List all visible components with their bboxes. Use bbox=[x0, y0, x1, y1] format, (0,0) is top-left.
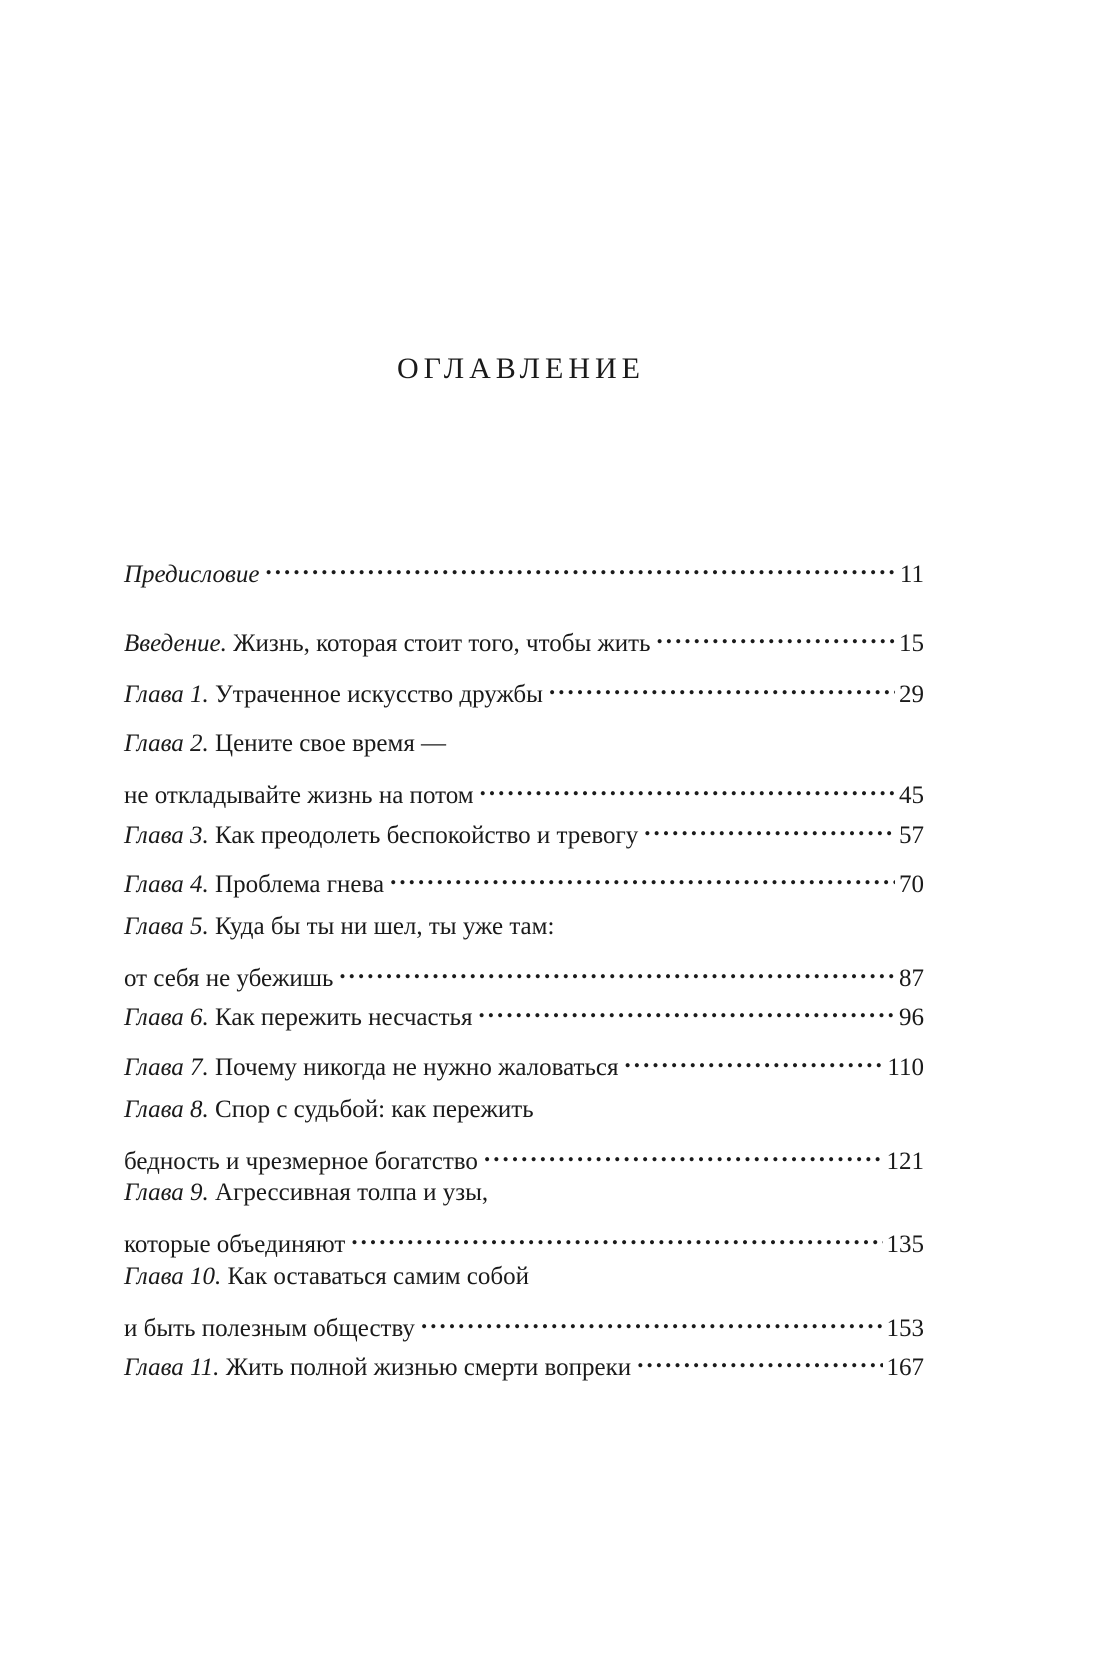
entry-prefix: Глава 10. bbox=[124, 1263, 222, 1290]
entry-prefix: Введение. bbox=[124, 630, 227, 657]
entry-text: Как пережить несчастья bbox=[208, 1004, 473, 1031]
entry-page-number: 167 bbox=[886, 1354, 924, 1381]
toc-entry-chapter-5[interactable] bbox=[124, 912, 924, 992]
dot-leader bbox=[421, 1306, 883, 1336]
toc-entry-preface[interactable] bbox=[124, 552, 924, 588]
toc-entry-chapter-8[interactable] bbox=[124, 1095, 924, 1175]
entry-label bbox=[124, 1353, 631, 1383]
entry-label bbox=[124, 1095, 534, 1125]
dot-leader bbox=[624, 1045, 883, 1075]
entry-text: Почему никогда не нужно жаловаться bbox=[208, 1054, 619, 1081]
entry-page-number: 153 bbox=[886, 1315, 924, 1342]
toc-entry-introduction[interactable] bbox=[124, 621, 924, 657]
entry-prefix: Глава 2. bbox=[124, 730, 209, 757]
entry-text: Куда бы ты ни шел, ты уже там: bbox=[208, 913, 555, 940]
entry-text: Жизнь, которая стоит того, чтобы жить bbox=[226, 630, 651, 657]
toc-entry-chapter-1[interactable] bbox=[124, 672, 924, 708]
entry-page-number: 15 bbox=[899, 630, 924, 657]
entry-continuation: и быть полезным обществу bbox=[124, 1315, 415, 1342]
entry-text: Спор с судьбой: как пережить bbox=[208, 1096, 534, 1123]
entry-prefix: Глава 5. bbox=[124, 913, 209, 940]
entry-text: Цените свое время — bbox=[208, 730, 447, 757]
entry-label bbox=[124, 1003, 472, 1033]
entry-prefix: Предисловие bbox=[124, 561, 260, 588]
entry-text: Как преодолеть беспокойство и тревогу bbox=[208, 822, 639, 849]
entry-label bbox=[124, 680, 543, 710]
entry-continuation: от себя не убежишь bbox=[124, 965, 334, 992]
entry-prefix: Глава 1. bbox=[124, 681, 209, 708]
entry-prefix: Глава 3. bbox=[124, 822, 209, 849]
entry-label bbox=[124, 729, 446, 759]
entry-label bbox=[124, 629, 650, 659]
entry-text: Жить полной жизнью смерти вопреки bbox=[219, 1354, 632, 1381]
dot-leader bbox=[656, 621, 895, 651]
entry-page-number: 70 bbox=[899, 871, 924, 898]
entry-page-number: 87 bbox=[899, 965, 924, 992]
entry-prefix: Глава 6. bbox=[124, 1004, 209, 1031]
toc-entry-chapter-10[interactable] bbox=[124, 1262, 924, 1342]
entry-text: Как оставаться самим собой bbox=[221, 1263, 529, 1290]
toc-entry-chapter-6[interactable] bbox=[124, 995, 924, 1031]
entry-label bbox=[124, 1053, 618, 1083]
dot-leader bbox=[478, 995, 895, 1025]
entry-prefix: Глава 9. bbox=[124, 1179, 209, 1206]
entry-label bbox=[124, 1178, 488, 1208]
entry-prefix: Глава 4. bbox=[124, 871, 209, 898]
toc-entry-chapter-9[interactable] bbox=[124, 1178, 924, 1258]
entry-page-number: 11 bbox=[899, 561, 924, 588]
entry-prefix: Глава 11. bbox=[124, 1354, 220, 1381]
entry-text: Проблема гнева bbox=[208, 871, 385, 898]
entry-continuation: которые объединяют bbox=[124, 1231, 346, 1258]
dot-leader bbox=[480, 773, 895, 803]
entry-label bbox=[124, 560, 259, 590]
entry-page-number: 29 bbox=[899, 681, 924, 708]
entry-label bbox=[124, 1262, 529, 1292]
entry-prefix: Глава 7. bbox=[124, 1054, 209, 1081]
entry-prefix: Глава 8. bbox=[124, 1096, 209, 1123]
toc-entry-chapter-11[interactable] bbox=[124, 1345, 924, 1381]
entry-label bbox=[124, 912, 554, 942]
dot-leader bbox=[339, 956, 895, 986]
dot-leader bbox=[484, 1139, 883, 1169]
dot-leader bbox=[265, 552, 895, 582]
entry-text: Агрессивная толпа и узы, bbox=[208, 1179, 489, 1206]
dot-leader bbox=[637, 1345, 882, 1375]
toc-entry-chapter-4[interactable] bbox=[124, 862, 924, 898]
entry-label bbox=[124, 821, 638, 851]
entry-continuation: бедность и чрезмерное богатство bbox=[124, 1148, 478, 1175]
entry-continuation: не откладывайте жизнь на потом bbox=[124, 782, 474, 809]
entry-page-number: 57 bbox=[899, 822, 924, 849]
dot-leader bbox=[644, 813, 895, 843]
dot-leader bbox=[351, 1222, 882, 1252]
dot-leader bbox=[390, 862, 895, 892]
toc-entry-chapter-3[interactable] bbox=[124, 813, 924, 849]
entry-page-number: 135 bbox=[886, 1231, 924, 1258]
entry-text: Утраченное искусство дружбы bbox=[208, 681, 543, 708]
entry-page-number: 110 bbox=[887, 1054, 924, 1081]
toc-entry-chapter-7[interactable] bbox=[124, 1045, 924, 1081]
entry-page-number: 121 bbox=[886, 1148, 924, 1175]
entry-page-number: 96 bbox=[899, 1004, 924, 1031]
toc-title: ОГЛАВЛЕНИЕ bbox=[397, 352, 645, 385]
entry-page-number: 45 bbox=[899, 782, 924, 809]
entry-label bbox=[124, 870, 384, 900]
toc-entry-chapter-2[interactable] bbox=[124, 729, 924, 809]
dot-leader bbox=[549, 672, 895, 702]
